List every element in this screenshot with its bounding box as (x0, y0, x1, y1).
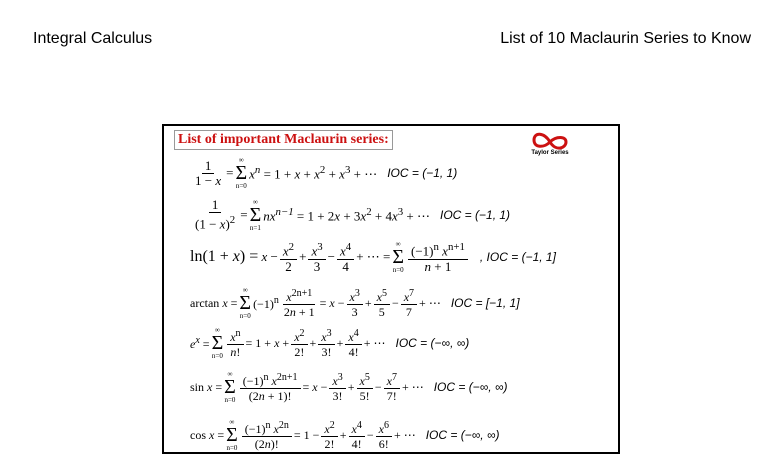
card-title: List of important Maclaurin series: (174, 130, 393, 150)
sigma-symbol: ∞ Σ n=1 (249, 198, 262, 232)
series-ln: ln(1 + x) = x − $\frac{x^2}{2}$ + $\frac{x^3}{3}$ − $\frac{x^4}{4}$ + ⋯ = ∞ Σ n=0 $\frac{(-1)^n x^{n+1}}{n + 1}$ , IOC = (−1, 1] (190, 240, 556, 274)
sigma-symbol: ∞ Σ n=0 (239, 286, 252, 320)
ioc-label: IOC = (−∞, ∞) (395, 336, 470, 350)
series-geometric: $\frac{1}{1 - x}$ = ∞ Σ n=0 $x^n$ = $1 + x + x^2 + x^3$ + ⋯ IOC = (−1, 1) (190, 156, 457, 190)
maclaurin-series-card (162, 124, 620, 454)
ioc-label: IOC = (−∞, ∞) (425, 428, 500, 442)
lhs-fraction: $\frac{1}{(1 - x)^2}$ (195, 197, 236, 232)
sigma-symbol: ∞ Σ n=0 (392, 240, 404, 274)
logo-caption: Taylor Series (531, 150, 569, 156)
header-right-title: List of 10 Maclaurin Series to Know (500, 30, 751, 47)
header-left-title: Integral Calculus (33, 30, 153, 47)
series-arctan: arctan x = ∞ Σ n=0 $(-1)^n$ $\frac{x^{2n+1}}{2n + 1}$ = x − $\frac{x^3}{3}$ + $\frac{x^5}{5}$ − $\frac{x^7}{7}$ + ⋯ IOC = [−1, 1] (190, 286, 520, 320)
lhs-fraction: $\frac{1}{1 - x}$ (195, 157, 222, 188)
ioc-label: , IOC = (−1, 1] (479, 250, 556, 264)
series-cos: cos x = ∞ Σ n=0 $\frac{(-1)^n x^{2n}}{(2n)!}$ = 1 − $\frac{x^2}{2!}$ + $\frac{x^4}{4!}$ − $\frac{x^6}{6!}$ + ⋯ IOC = (−∞, ∞) (190, 418, 500, 452)
series-geometric-derivative: $\frac{1}{(1 - x)^2}$ = ∞ Σ n=1 $nx^{n-1}$ = $1 + 2x + 3x^2 + 4x^3$ + ⋯ IOC = (−1, 1) (190, 198, 510, 232)
series-sin: sin x = ∞ Σ n=0 $\frac{(-1)^n x^{2n+1}}{(2n + 1)!}$ = x − $\frac{x^3}{3!}$ + $\frac{x^5}{5!}$ − $\frac{x^7}{7!}$ + ⋯ IOC = (−∞, ∞) (190, 370, 508, 404)
ioc-label: IOC = [−1, 1] (450, 296, 520, 310)
sigma-symbol: ∞ Σ n=0 (235, 156, 248, 190)
ioc-label: IOC = (−∞, ∞) (433, 380, 508, 394)
series-exp: $e^x$ = ∞ Σ n=0 $\frac{x^n}{n!}$ = 1 + x + $\frac{x^2}{2!}$ + $\frac{x^3}{3!}$ + $\frac{x^4}{4!}$ + ⋯ IOC = (−∞, ∞) (190, 326, 470, 360)
ioc-label: IOC = (−1, 1) (440, 208, 511, 222)
sigma-symbol: ∞ Σ n=0 (211, 326, 224, 360)
ioc-label: IOC = (−1, 1) (387, 166, 458, 180)
sigma-symbol: ∞ Σ n=0 (226, 418, 238, 452)
sigma-symbol: ∞ Σ n=0 (224, 370, 236, 404)
